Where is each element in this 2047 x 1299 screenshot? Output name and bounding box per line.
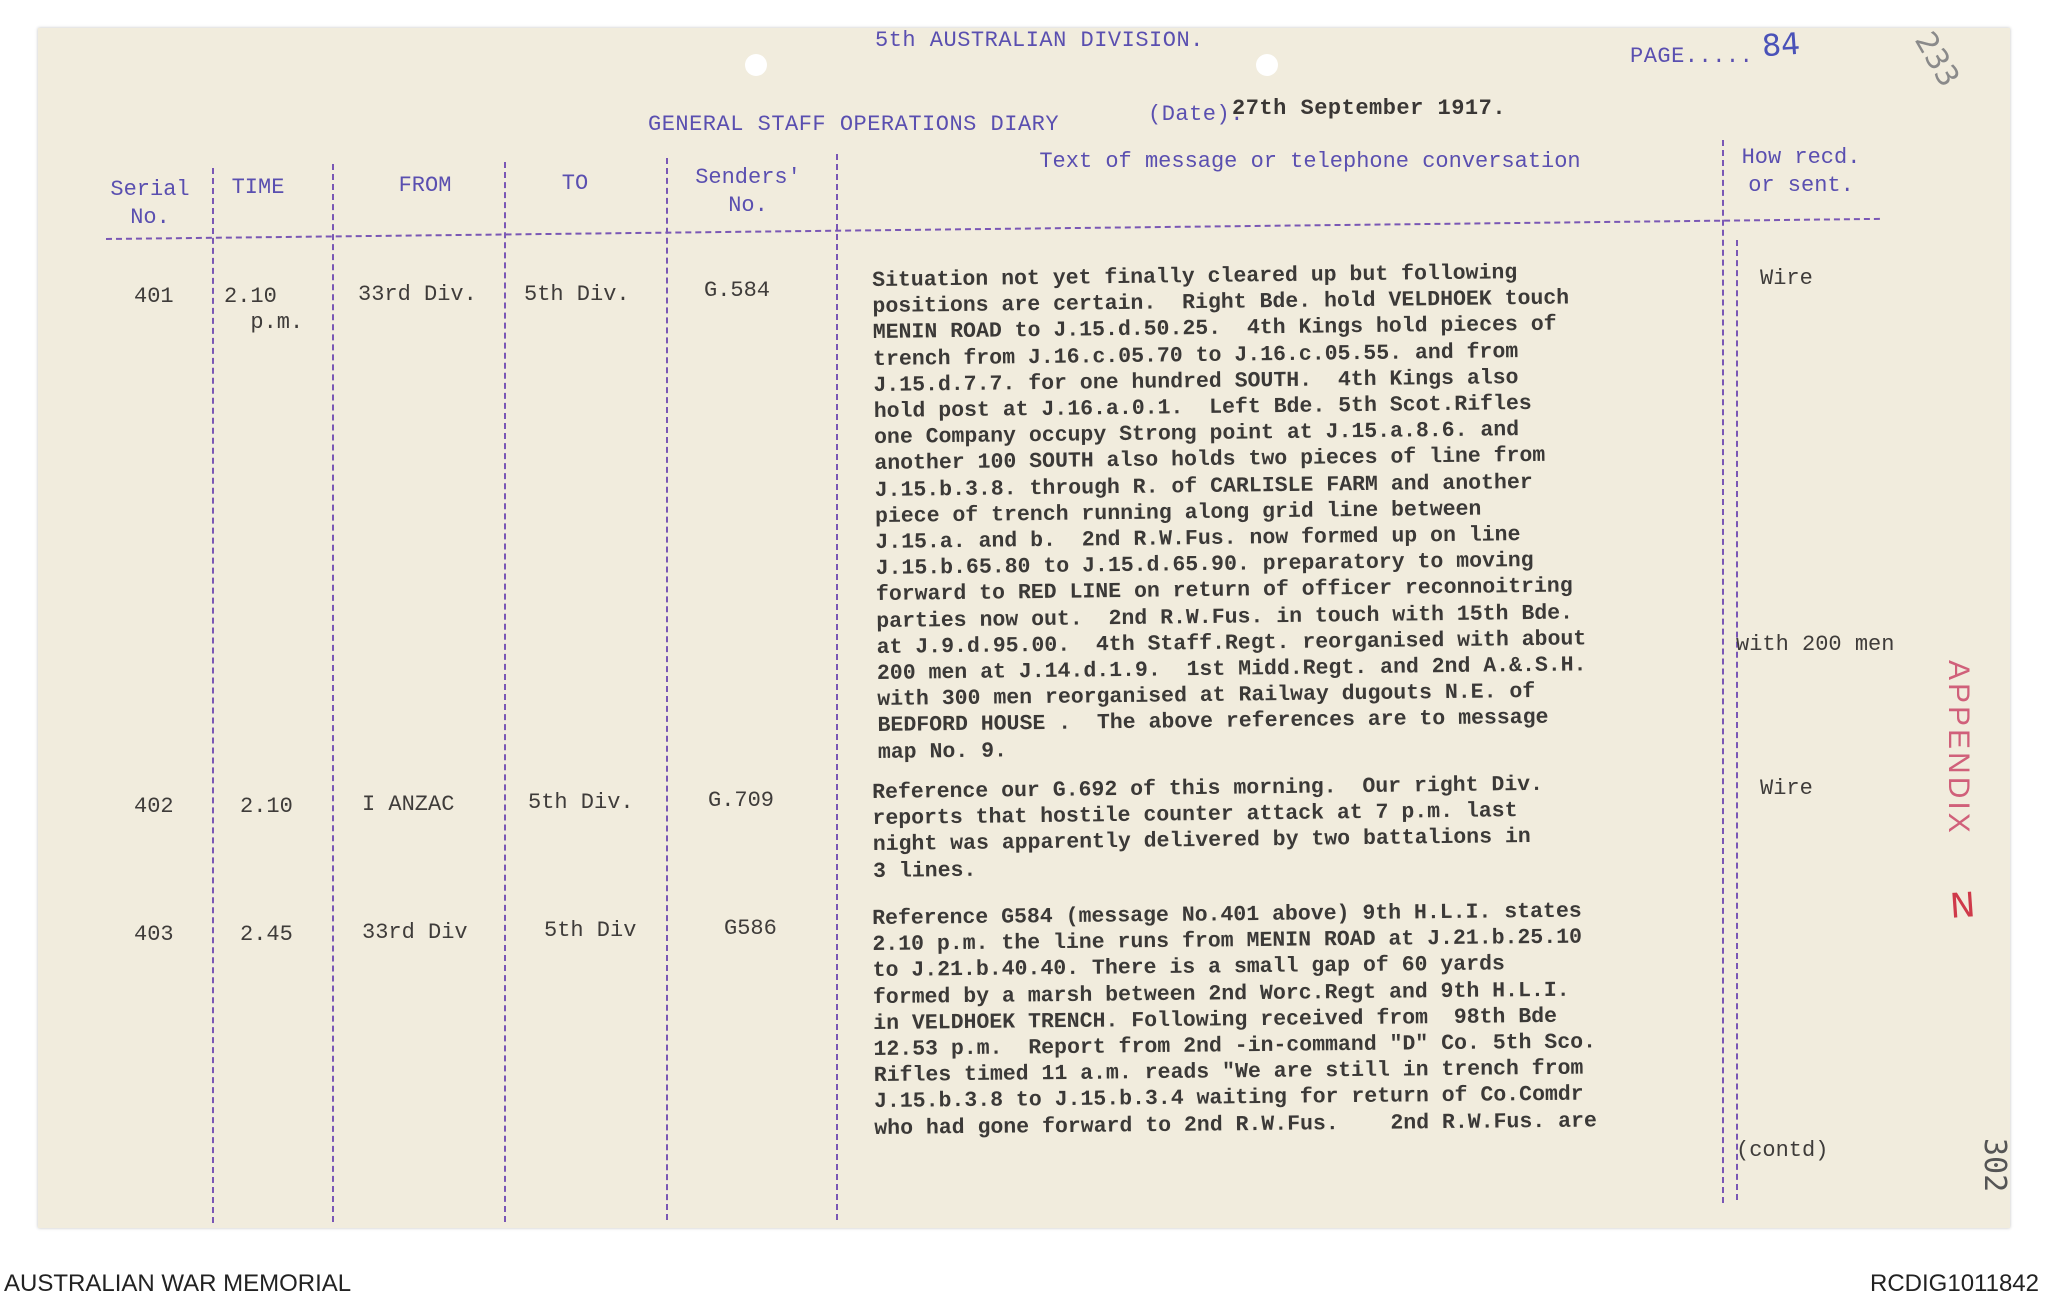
- column-divider-6: [1722, 140, 1724, 1203]
- row-403-time: 2.45: [240, 922, 293, 947]
- footer-institution: AUSTRALIAN WAR MEMORIAL: [4, 1270, 352, 1297]
- row-403-to: 5th Div: [544, 918, 637, 943]
- column-divider-1: [212, 168, 214, 1223]
- col-serial-no: Serial No.: [110, 177, 190, 230]
- page-label: PAGE.....: [1630, 44, 1754, 69]
- row-401-message-text: Situation not yet finally cleared up but following positions are certain. Right Bde. hold VELDHOEK touch MENIN ROAD to J.15.d.50.25. 4th Kings hold pieces of trench from J.16.c.05.70 to J.16.c.05.55. and from J.15.d.7.7. for one hundred SOUTH. 4th Kings also hold post at J.16.a.0.1. Left Bde. 5th Scot.Rifles one Company occupy Strong point at J.15.a.8.6. and another 100 SOUTH also holds two pieces of line from J.15.b.3.8. through R. of CARLISLE FARM and another piece of trench running along grid line between J.15.a. and b. 2nd R.W.Fus. now formed up on line J.15.b.65.80 to J.15.d.65.90. preparatory to moving forward to RED LINE on return of officer reconnoitring parties now out. 2nd R.W.Fus. in touch with 15th Bde. at J.9.d.95.00. 4th Staff.Regt. reorganised with about 200 men at J.14.d.1.9. 1st Midd.Regt. and 2nd A.&.S.H. with 300 men reorganised at Railway dugouts N.E. of BEDFORD HOUSE . The above references are to message map No. 9.: [872, 261, 1587, 765]
- punch-hole-right: [1256, 54, 1278, 76]
- col-senders-no: Senders' No.: [695, 165, 801, 218]
- folio-number: 302: [1977, 1138, 2012, 1193]
- appendix-stamp: APPENDIX: [1942, 660, 1975, 836]
- date-value: 27th September 1917.: [1232, 96, 1507, 121]
- row-402-from: I ANZAC: [362, 792, 455, 817]
- column-divider-5: [836, 154, 838, 1220]
- appendix-handwritten-mark: N: [1948, 885, 1977, 927]
- row-402-how-received: Wire: [1760, 776, 1813, 801]
- column-divider-3: [504, 162, 506, 1222]
- page-number-handwritten: 84: [1760, 26, 1802, 65]
- footer-reference: RCDIG1011842: [1870, 1270, 2039, 1297]
- row-403-message-text: Reference G584 (message No.401 above) 9th H.L.I. states 2.10 p.m. the line runs from MENIN ROAD at J.21.b.25.10 to J.21.b.40.40. There is a small gap of 60 yards formed by a marsh between 2nd Worc.Regt and 9th H.L.I. in VELDHOEK TRENCH. Following received from 98th Bde 12.53 p.m. Report from 2nd -in-command "D" Co. 5th Sco. Rifles timed 11 a.m. reads "We are still in trench from J.15.b.3.8 to J.15.b.3.4 waiting for return of Co.Comdr who had gone forward to 2nd R.W.Fus. 2nd R.W.Fus. are: [872, 899, 1597, 1141]
- row-403-serial: 403: [134, 922, 174, 947]
- row-403-from: 33rd Div: [362, 920, 468, 945]
- row-401-how-received: Wire: [1760, 266, 1813, 291]
- column-divider-7: [1736, 240, 1738, 1200]
- row-401-time: 2.10 p.m.: [224, 284, 304, 335]
- pencil-folio-mark: 233: [1907, 25, 1967, 94]
- column-divider-2: [332, 164, 334, 1222]
- col-from: FROM: [398, 173, 452, 198]
- row-402-time: 2.10: [240, 794, 293, 819]
- col-time: TIME: [231, 175, 285, 200]
- col-to: TO: [561, 171, 589, 196]
- punch-hole-left: [745, 54, 767, 76]
- date-label: (Date).: [1148, 102, 1244, 127]
- row-403-how-received: (contd): [1736, 1138, 1829, 1163]
- row-401-serial: 401: [134, 284, 174, 309]
- row-403-senders-no: G586: [724, 916, 777, 941]
- diary-title: GENERAL STAFF OPERATIONS DIARY: [648, 112, 1060, 137]
- row-402-message-text: Reference our G.692 of this morning. Our right Div. reports that hostile counter attack at 7 p.m. last night was apparently delivered by two battalions in 3 lines.: [872, 772, 1544, 884]
- row-402-serial: 402: [134, 794, 174, 819]
- col-text-of-message: Text of message or telephone conversation: [1039, 149, 1581, 174]
- row-402-to: 5th Div.: [528, 790, 634, 815]
- row-402-senders-no: G.709: [708, 788, 775, 813]
- col-how-recd: How recd. or sent.: [1741, 145, 1861, 198]
- division-heading: 5th AUSTRALIAN DIVISION.: [875, 28, 1204, 53]
- row-401-from: 33rd Div.: [358, 282, 477, 307]
- row-401-senders-no: G.584: [704, 278, 771, 303]
- row-401-to: 5th Div.: [524, 282, 630, 307]
- row-401-how-note: with 200 men: [1736, 632, 1895, 657]
- column-divider-4: [666, 158, 668, 1220]
